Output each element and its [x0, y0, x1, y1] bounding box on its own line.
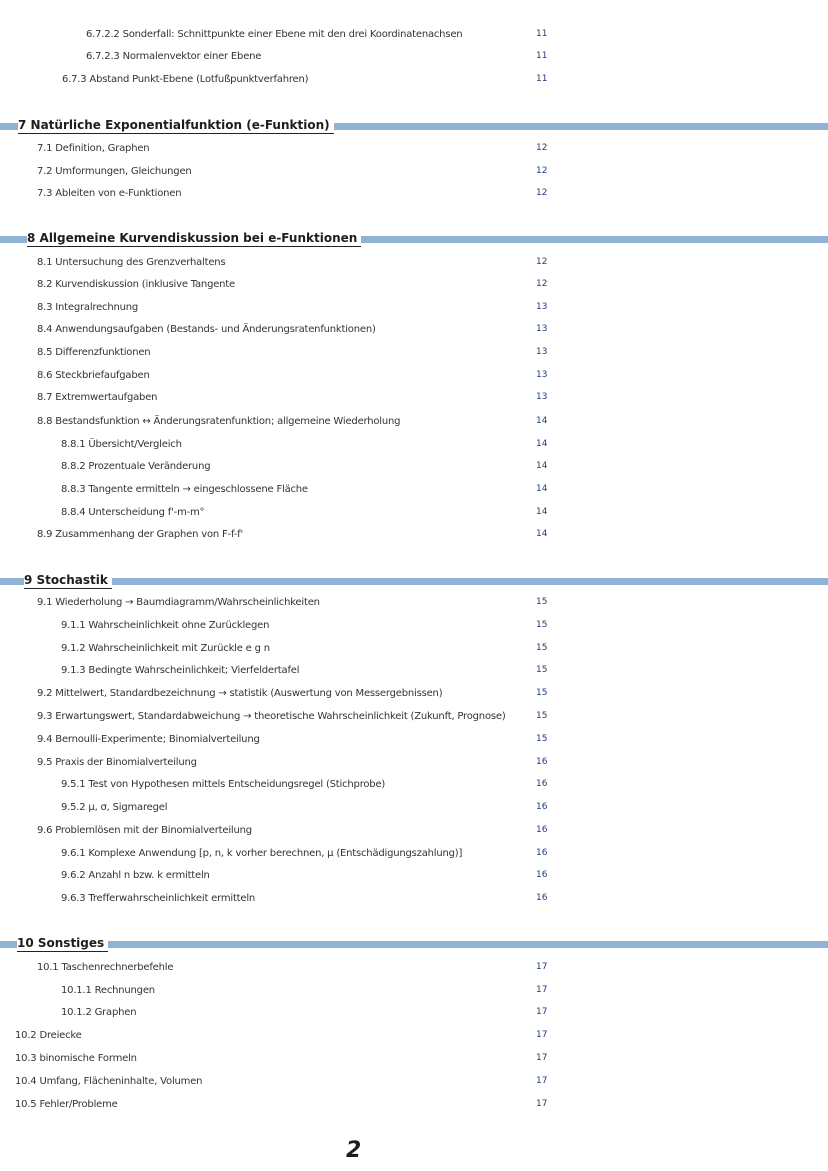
- entry-page-number: 15: [536, 688, 548, 698]
- entry-label: 9.5.2 μ, σ, Sigmaregel: [61, 802, 168, 813]
- section-title: 8 Allgemeine Kurvendiskussion bei e-Funktionen: [27, 231, 361, 247]
- toc-entry: [0, 777, 828, 797]
- entry-page-number: 13: [536, 302, 548, 312]
- toc-entry: [0, 891, 828, 911]
- toc-entry: [0, 755, 828, 775]
- entry-label: 9.5.1 Test von Hypothesen mittels Entscheidungsregel (Stichprobe): [61, 779, 386, 790]
- toc-entry: [0, 732, 828, 752]
- entry-label: 9.6.2 Anzahl n bzw. k ermitteln: [61, 870, 210, 881]
- toc-entry: [0, 186, 828, 206]
- entry-label: 8.1 Untersuchung des Grenzverhaltens: [37, 257, 226, 268]
- toc-entry: [0, 49, 828, 69]
- toc-entry: [0, 1097, 828, 1117]
- entry-page-number: 12: [536, 188, 548, 198]
- section-title: 9 Stochastik: [24, 573, 112, 589]
- toc-entry: [0, 27, 828, 47]
- entry-label: 9.5 Praxis der Binomialverteilung: [37, 757, 197, 768]
- entry-label: 8.2 Kurvendiskussion (inklusive Tangente: [37, 279, 235, 290]
- entry-page-number: 13: [536, 347, 548, 357]
- toc-entry: [0, 1051, 828, 1071]
- entry-label: 8.6 Steckbriefaufgaben: [37, 370, 150, 381]
- entry-page-number: 17: [536, 1030, 548, 1040]
- entry-label: 7.1 Definition, Graphen: [37, 143, 150, 154]
- entry-label: 8.4 Anwendungsaufgaben (Bestands- und Änderungsratenfunktionen): [37, 324, 376, 335]
- entry-label: 8.5 Differenzfunktionen: [37, 347, 151, 358]
- entry-page-number: 16: [536, 825, 548, 835]
- toc-entry: [0, 1074, 828, 1094]
- entry-page-number: 16: [536, 893, 548, 903]
- toc-entry: [0, 459, 828, 479]
- entry-page-number: 11: [536, 51, 548, 61]
- entry-page-number: 12: [536, 166, 548, 176]
- entry-label: 9.6.3 Trefferwahrscheinlichkeit ermitteln: [61, 893, 256, 904]
- toc-entry: [0, 482, 828, 502]
- entry-label: 10.2 Dreiecke: [15, 1030, 82, 1041]
- entry-page-number: 15: [536, 711, 548, 721]
- entry-page-number: 17: [536, 1099, 548, 1109]
- entry-page-number: 12: [536, 257, 548, 267]
- entry-label: 9.6.1 Komplexe Anwendung [p, n, k vorher berechnen, μ (Entschädigungszahlung)]: [61, 848, 463, 859]
- section-band: [0, 941, 828, 948]
- entry-page-number: 15: [536, 620, 548, 630]
- entry-page-number: 14: [536, 461, 548, 471]
- entry-label: 7.2 Umformungen, Gleichungen: [37, 166, 192, 177]
- toc-entry: [0, 960, 828, 980]
- toc-entry: [0, 663, 828, 683]
- entry-page-number: 17: [536, 985, 548, 995]
- entry-label: 8.8.4 Unterscheidung f'-m-m°: [61, 507, 205, 518]
- entry-label: 8.8.2 Prozentuale Veränderung: [61, 461, 211, 472]
- entry-page-number: 12: [536, 143, 548, 153]
- toc-entry: [0, 345, 828, 365]
- section-header: [0, 936, 828, 954]
- toc-entry: [0, 390, 828, 410]
- toc-entry: [0, 255, 828, 275]
- entry-label: 10.5 Fehler/Probleme: [15, 1099, 118, 1110]
- toc-entry: [0, 414, 828, 434]
- toc-entry: [0, 437, 828, 457]
- toc-entry: [0, 527, 828, 547]
- entry-label: 9.1 Wiederholung → Baumdiagramm/Wahrscheinlichkeiten: [37, 597, 320, 608]
- toc-entry: [0, 823, 828, 843]
- entry-page-number: 11: [536, 29, 548, 39]
- entry-label: 9.1.2 Wahrscheinlichkeit mit Zurückle e g n: [61, 643, 270, 654]
- entry-page-number: 13: [536, 392, 548, 402]
- toc-entry: [0, 618, 828, 638]
- toc-entry: [0, 322, 828, 342]
- entry-page-number: 15: [536, 665, 548, 675]
- entry-page-number: 14: [536, 484, 548, 494]
- entry-page-number: 15: [536, 734, 548, 744]
- toc-entry: [0, 1028, 828, 1048]
- section-header: [0, 573, 828, 591]
- entry-page-number: 17: [536, 1007, 548, 1017]
- toc-entry: [0, 983, 828, 1003]
- toc-entry: [0, 141, 828, 161]
- toc-entry: [0, 595, 828, 615]
- entry-label: 10.3 binomische Formeln: [15, 1053, 137, 1064]
- toc-entry: [0, 641, 828, 661]
- entry-page-number: 16: [536, 848, 548, 858]
- entry-label: 7.3 Ableiten von e-Funktionen: [37, 188, 182, 199]
- entry-page-number: 14: [536, 416, 548, 426]
- entry-page-number: 15: [536, 643, 548, 653]
- section-title: 7 Natürliche Exponentialfunktion (e-Funktion): [18, 118, 334, 134]
- entry-page-number: 13: [536, 324, 548, 334]
- toc-entry: [0, 686, 828, 706]
- toc-entry: [0, 800, 828, 820]
- entry-page-number: 17: [536, 962, 548, 972]
- entry-label: 8.7 Extremwertaufgaben: [37, 392, 158, 403]
- entry-page-number: 14: [536, 507, 548, 517]
- section-header: [0, 118, 828, 136]
- toc-entry: [0, 1005, 828, 1025]
- entry-page-number: 15: [536, 597, 548, 607]
- page-number: 2: [346, 1138, 362, 1163]
- toc-entry: [0, 868, 828, 888]
- toc-entry: [0, 846, 828, 866]
- entry-label: 6.7.3 Abstand Punkt-Ebene (Lotfußpunktverfahren): [62, 74, 309, 85]
- entry-page-number: 16: [536, 870, 548, 880]
- entry-page-number: 16: [536, 779, 548, 789]
- entry-label: 10.4 Umfang, Flächeninhalte, Volumen: [15, 1076, 203, 1087]
- entry-page-number: 16: [536, 802, 548, 812]
- toc-entry: [0, 300, 828, 320]
- section-band: [0, 578, 828, 585]
- entry-label: 9.1.1 Wahrscheinlichkeit ohne Zurücklegen: [61, 620, 270, 631]
- entry-label: 8.8.1 Übersicht/Vergleich: [61, 439, 182, 450]
- entry-label: 9.3 Erwartungswert, Standardabweichung → theoretische Wahrscheinlichkeit (Zukunft, Prognose): [37, 711, 506, 722]
- entry-label: 6.7.2.3 Normalenvektor einer Ebene: [86, 51, 262, 62]
- entry-label: 9.2 Mittelwert, Standardbezeichnung → statistik (Auswertung von Messergebnissen): [37, 688, 443, 699]
- toc-entry: [0, 164, 828, 184]
- toc-entry: [0, 505, 828, 525]
- entry-page-number: 17: [536, 1053, 548, 1063]
- section-header: [0, 231, 828, 249]
- entry-label: 8.8 Bestandsfunktion ↔ Änderungsratenfunktion; allgemeine Wiederholung: [37, 416, 401, 427]
- entry-label: 8.8.3 Tangente ermitteln → eingeschlossene Fläche: [61, 484, 308, 495]
- entry-page-number: 17: [536, 1076, 548, 1086]
- entry-label: 6.7.2.2 Sonderfall: Schnittpunkte einer Ebene mit den drei Koordinatenachsen: [86, 29, 463, 40]
- entry-label: 9.4 Bernoulli-Experimente; Binomialverteilung: [37, 734, 260, 745]
- entry-label: 10.1.2 Graphen: [61, 1007, 137, 1018]
- entry-page-number: 14: [536, 439, 548, 449]
- entry-page-number: 11: [536, 74, 548, 84]
- entry-label: 9.1.3 Bedingte Wahrscheinlichkeit; Vierfeldertafel: [61, 665, 300, 676]
- entry-label: 8.9 Zusammenhang der Graphen von F-f-f': [37, 529, 244, 540]
- entry-label: 8.3 Integralrechnung: [37, 302, 139, 313]
- entry-page-number: 14: [536, 529, 548, 539]
- entry-label: 9.6 Problemlösen mit der Binomialverteilung: [37, 825, 252, 836]
- section-title: 10 Sonstiges: [17, 936, 108, 952]
- toc-entry: [0, 368, 828, 388]
- toc-entry: [0, 277, 828, 297]
- entry-page-number: 12: [536, 279, 548, 289]
- entry-label: 10.1 Taschenrechnerbefehle: [37, 962, 174, 973]
- entry-label: 10.1.1 Rechnungen: [61, 985, 155, 996]
- toc-entry: [0, 72, 828, 92]
- entry-page-number: 16: [536, 757, 548, 767]
- toc-entry: [0, 709, 828, 729]
- entry-page-number: 13: [536, 370, 548, 380]
